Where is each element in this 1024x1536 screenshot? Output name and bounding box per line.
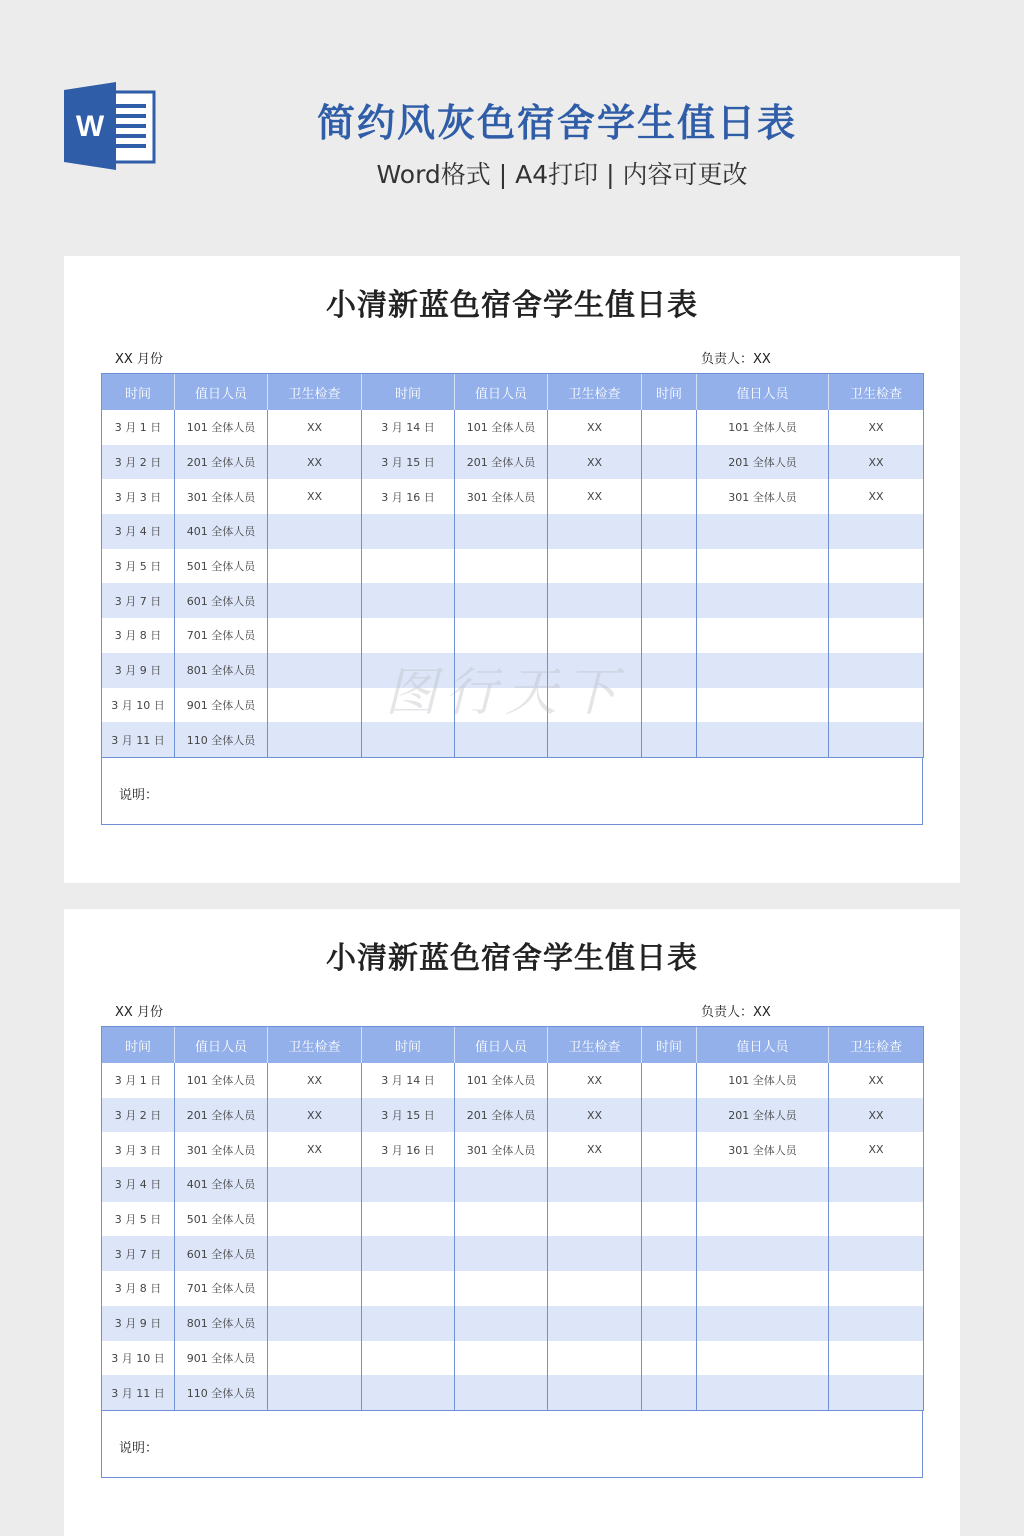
table-cell: 601 全体人员 xyxy=(175,583,268,618)
column-header: 卫生检查 xyxy=(829,374,924,411)
duty-table xyxy=(101,1026,924,1411)
table-row xyxy=(102,688,924,723)
page-subtitle: Word格式 | A4打印 | 内容可更改 xyxy=(376,160,748,189)
table-cell xyxy=(697,549,829,584)
table-cell: 3 月 4 日 xyxy=(102,1167,175,1202)
table-cell xyxy=(362,688,455,723)
table-cell xyxy=(548,1202,642,1237)
table-cell xyxy=(268,1341,362,1376)
table-cell: 301 全体人员 xyxy=(175,479,268,514)
table-cell xyxy=(829,1236,924,1271)
table-cell xyxy=(642,1167,697,1202)
table-cell xyxy=(697,1167,829,1202)
column-header: 时间 xyxy=(362,374,455,411)
table-cell xyxy=(697,688,829,723)
table-cell xyxy=(455,1375,548,1410)
table-cell: 3 月 8 日 xyxy=(102,618,175,653)
column-header: 卫生检查 xyxy=(829,1027,924,1064)
table-cell: XX xyxy=(548,1063,642,1098)
table-cell xyxy=(697,583,829,618)
table-cell: 201 全体人员 xyxy=(455,1098,548,1133)
table-cell xyxy=(362,1306,455,1341)
table-cell xyxy=(697,618,829,653)
column-header: 时间 xyxy=(642,374,697,411)
table-cell xyxy=(268,688,362,723)
table-cell xyxy=(362,1236,455,1271)
table-cell: 501 全体人员 xyxy=(175,1202,268,1237)
page-title: 简约风灰色宿舍学生值日表 xyxy=(316,101,797,145)
table-row xyxy=(102,1375,924,1410)
table-row xyxy=(102,514,924,549)
table-cell: 3 月 15 日 xyxy=(362,1098,455,1133)
table-cell xyxy=(829,688,924,723)
column-header: 值日人员 xyxy=(455,374,548,411)
table-row xyxy=(102,1236,924,1271)
table-cell: 3 月 15 日 xyxy=(362,445,455,480)
note-label: 说明： xyxy=(119,788,159,803)
table-row xyxy=(102,479,924,514)
table-cell xyxy=(548,688,642,723)
table-cell xyxy=(642,445,697,480)
table-cell xyxy=(829,583,924,618)
table-cell xyxy=(362,722,455,757)
table-cell: 701 全体人员 xyxy=(175,1271,268,1306)
table-cell xyxy=(455,1271,548,1306)
table-cell xyxy=(829,653,924,688)
column-header: 卫生检查 xyxy=(268,374,362,411)
table-cell xyxy=(642,479,697,514)
month-label: XX 月份 xyxy=(115,352,163,367)
table-cell: 3 月 8 日 xyxy=(102,1271,175,1306)
table-cell xyxy=(268,1375,362,1410)
table-cell xyxy=(697,1341,829,1376)
watermark-text: 图行天下 xyxy=(385,663,626,723)
column-header: 值日人员 xyxy=(175,374,268,411)
month-label: XX 月份 xyxy=(115,1005,163,1020)
column-header: 值日人员 xyxy=(455,1027,548,1064)
table-header-row xyxy=(102,374,924,411)
table-cell xyxy=(362,1271,455,1306)
table-cell xyxy=(548,549,642,584)
column-header: 卫生检查 xyxy=(548,374,642,411)
table-row xyxy=(102,1098,924,1133)
table-cell xyxy=(697,653,829,688)
table-cell xyxy=(642,1375,697,1410)
table-cell xyxy=(362,1375,455,1410)
table-cell: XX xyxy=(548,1132,642,1167)
table-cell xyxy=(642,688,697,723)
table-cell: XX xyxy=(268,479,362,514)
table-cell: 3 月 11 日 xyxy=(102,722,175,757)
table-cell xyxy=(548,583,642,618)
table-cell: 3 月 2 日 xyxy=(102,1098,175,1133)
table-cell xyxy=(642,1341,697,1376)
table-cell xyxy=(642,1202,697,1237)
table-row xyxy=(102,1341,924,1376)
table-cell xyxy=(548,722,642,757)
table-cell: 201 全体人员 xyxy=(455,445,548,480)
column-header: 值日人员 xyxy=(697,1027,829,1064)
table-cell xyxy=(548,653,642,688)
table-cell xyxy=(268,722,362,757)
table-cell xyxy=(268,618,362,653)
table-cell: 3 月 5 日 xyxy=(102,1202,175,1237)
table-cell xyxy=(642,583,697,618)
table-cell: 301 全体人员 xyxy=(697,479,829,514)
table-cell xyxy=(455,583,548,618)
table-cell xyxy=(455,514,548,549)
table-cell xyxy=(268,1306,362,1341)
table-cell: 101 全体人员 xyxy=(697,1063,829,1098)
table-cell xyxy=(829,549,924,584)
table-cell xyxy=(268,1271,362,1306)
table-cell xyxy=(268,514,362,549)
table-cell xyxy=(642,1271,697,1306)
manager-label: 负责人：XX xyxy=(701,1005,771,1020)
table-row xyxy=(102,410,924,445)
table-cell xyxy=(455,688,548,723)
table-cell: 3 月 11 日 xyxy=(102,1375,175,1410)
table-cell xyxy=(642,1236,697,1271)
table-row xyxy=(102,1167,924,1202)
table-cell: 3 月 16 日 xyxy=(362,479,455,514)
table-cell: 3 月 14 日 xyxy=(362,410,455,445)
table-cell xyxy=(697,1202,829,1237)
table-cell xyxy=(829,1271,924,1306)
table-cell xyxy=(642,1063,697,1098)
table-row xyxy=(102,1063,924,1098)
table-cell: 3 月 3 日 xyxy=(102,1132,175,1167)
table-cell xyxy=(362,514,455,549)
table-cell xyxy=(548,1341,642,1376)
table-cell: 301 全体人员 xyxy=(455,1132,548,1167)
table-cell: 601 全体人员 xyxy=(175,1236,268,1271)
table-cell xyxy=(362,583,455,618)
table-cell: XX xyxy=(268,1063,362,1098)
table-cell xyxy=(362,653,455,688)
table-cell: 901 全体人员 xyxy=(175,1341,268,1376)
table-cell: 301 全体人员 xyxy=(697,1132,829,1167)
table-row xyxy=(102,1202,924,1237)
table-cell xyxy=(697,514,829,549)
table-cell: 110 全体人员 xyxy=(175,1375,268,1410)
sheet-title: 小清新蓝色宿舍学生值日表 xyxy=(326,288,698,323)
table-cell xyxy=(455,722,548,757)
table-cell: 301 全体人员 xyxy=(455,479,548,514)
table-cell: 501 全体人员 xyxy=(175,549,268,584)
table-cell xyxy=(455,653,548,688)
note-box xyxy=(101,757,923,825)
column-header: 值日人员 xyxy=(697,374,829,411)
table-cell xyxy=(455,549,548,584)
table-cell: 101 全体人员 xyxy=(455,410,548,445)
table-cell xyxy=(548,1236,642,1271)
table-row xyxy=(102,653,924,688)
table-cell: XX xyxy=(548,479,642,514)
table-cell xyxy=(455,618,548,653)
note-box xyxy=(101,1410,923,1478)
table-cell: 3 月 7 日 xyxy=(102,583,175,618)
table-cell: 3 月 1 日 xyxy=(102,1063,175,1098)
table-cell xyxy=(642,1132,697,1167)
duty-sheet-1 xyxy=(64,256,960,883)
column-header: 卫生检查 xyxy=(268,1027,362,1064)
table-cell xyxy=(642,1306,697,1341)
table-cell: 101 全体人员 xyxy=(175,1063,268,1098)
table-row xyxy=(102,1132,924,1167)
table-cell xyxy=(268,1236,362,1271)
table-cell xyxy=(642,1098,697,1133)
table-cell xyxy=(829,1202,924,1237)
table-cell xyxy=(362,1341,455,1376)
table-cell: 101 全体人员 xyxy=(455,1063,548,1098)
table-cell xyxy=(455,1167,548,1202)
table-cell: 901 全体人员 xyxy=(175,688,268,723)
table-cell xyxy=(697,722,829,757)
table-cell: 3 月 1 日 xyxy=(102,410,175,445)
table-cell: 801 全体人员 xyxy=(175,653,268,688)
table-cell: XX xyxy=(829,479,924,514)
table-cell xyxy=(829,1375,924,1410)
duty-table xyxy=(101,373,924,758)
table-cell: 701 全体人员 xyxy=(175,618,268,653)
table-cell xyxy=(455,1306,548,1341)
table-cell xyxy=(362,618,455,653)
table-cell: 301 全体人员 xyxy=(175,1132,268,1167)
table-row xyxy=(102,618,924,653)
table-cell xyxy=(268,1167,362,1202)
table-cell xyxy=(829,1341,924,1376)
column-header: 值日人员 xyxy=(175,1027,268,1064)
table-cell xyxy=(829,1167,924,1202)
table-row xyxy=(102,1306,924,1341)
table-cell xyxy=(548,1167,642,1202)
table-cell: 3 月 7 日 xyxy=(102,1236,175,1271)
table-cell: 3 月 16 日 xyxy=(362,1132,455,1167)
table-cell: 3 月 4 日 xyxy=(102,514,175,549)
table-cell: XX xyxy=(548,445,642,480)
page-header xyxy=(0,0,1024,230)
table-row xyxy=(102,549,924,584)
table-cell xyxy=(268,583,362,618)
table-cell xyxy=(548,1306,642,1341)
table-cell xyxy=(548,514,642,549)
table-cell: XX xyxy=(548,1098,642,1133)
duty-sheet-2 xyxy=(64,909,960,1536)
table-cell: 101 全体人员 xyxy=(175,410,268,445)
table-cell: XX xyxy=(268,1098,362,1133)
table-cell xyxy=(268,549,362,584)
table-cell xyxy=(829,618,924,653)
table-cell: 3 月 3 日 xyxy=(102,479,175,514)
table-cell: 201 全体人员 xyxy=(697,1098,829,1133)
table-header-row xyxy=(102,1027,924,1064)
table-row xyxy=(102,445,924,480)
manager-label: 负责人：XX xyxy=(701,352,771,367)
table-cell: 3 月 5 日 xyxy=(102,549,175,584)
svg-text:W: W xyxy=(75,110,105,143)
table-row xyxy=(102,722,924,757)
table-cell xyxy=(642,410,697,445)
table-cell xyxy=(642,653,697,688)
table-cell: 3 月 2 日 xyxy=(102,445,175,480)
table-cell: XX xyxy=(268,1132,362,1167)
table-cell: XX xyxy=(829,410,924,445)
column-header: 时间 xyxy=(102,1027,175,1064)
table-cell: XX xyxy=(829,1098,924,1133)
table-cell xyxy=(455,1236,548,1271)
table-cell xyxy=(642,618,697,653)
table-cell xyxy=(362,549,455,584)
table-cell: 201 全体人员 xyxy=(175,1098,268,1133)
table-cell: XX xyxy=(268,445,362,480)
table-cell xyxy=(548,1271,642,1306)
table-cell xyxy=(548,1375,642,1410)
table-cell xyxy=(829,1306,924,1341)
table-row xyxy=(102,583,924,618)
table-cell: 201 全体人员 xyxy=(697,445,829,480)
table-cell xyxy=(697,1375,829,1410)
table-cell: 801 全体人员 xyxy=(175,1306,268,1341)
table-cell: 3 月 9 日 xyxy=(102,653,175,688)
table-cell: 201 全体人员 xyxy=(175,445,268,480)
table-cell xyxy=(362,1202,455,1237)
column-header: 时间 xyxy=(102,374,175,411)
table-cell: 3 月 10 日 xyxy=(102,1341,175,1376)
table-cell xyxy=(362,1167,455,1202)
table-cell xyxy=(697,1271,829,1306)
column-header: 时间 xyxy=(642,1027,697,1064)
table-cell: 3 月 9 日 xyxy=(102,1306,175,1341)
sheet-title: 小清新蓝色宿舍学生值日表 xyxy=(326,941,698,976)
table-cell: 3 月 10 日 xyxy=(102,688,175,723)
table-cell: 110 全体人员 xyxy=(175,722,268,757)
table-cell xyxy=(829,722,924,757)
table-cell xyxy=(829,514,924,549)
table-row xyxy=(102,1271,924,1306)
table-cell xyxy=(697,1306,829,1341)
table-cell: XX xyxy=(268,410,362,445)
table-cell: 101 全体人员 xyxy=(697,410,829,445)
table-cell xyxy=(548,618,642,653)
table-cell: 401 全体人员 xyxy=(175,514,268,549)
table-cell: XX xyxy=(829,1063,924,1098)
table-cell xyxy=(642,549,697,584)
table-cell: 401 全体人员 xyxy=(175,1167,268,1202)
table-cell xyxy=(642,722,697,757)
column-header: 时间 xyxy=(362,1027,455,1064)
note-label: 说明： xyxy=(119,1441,159,1456)
table-cell xyxy=(697,1236,829,1271)
table-cell: XX xyxy=(829,445,924,480)
table-cell: XX xyxy=(548,410,642,445)
table-cell xyxy=(268,1202,362,1237)
table-cell xyxy=(455,1341,548,1376)
column-header: 卫生检查 xyxy=(548,1027,642,1064)
table-cell xyxy=(642,514,697,549)
table-cell: 3 月 14 日 xyxy=(362,1063,455,1098)
table-cell xyxy=(455,1202,548,1237)
table-cell xyxy=(268,653,362,688)
table-cell: XX xyxy=(829,1132,924,1167)
